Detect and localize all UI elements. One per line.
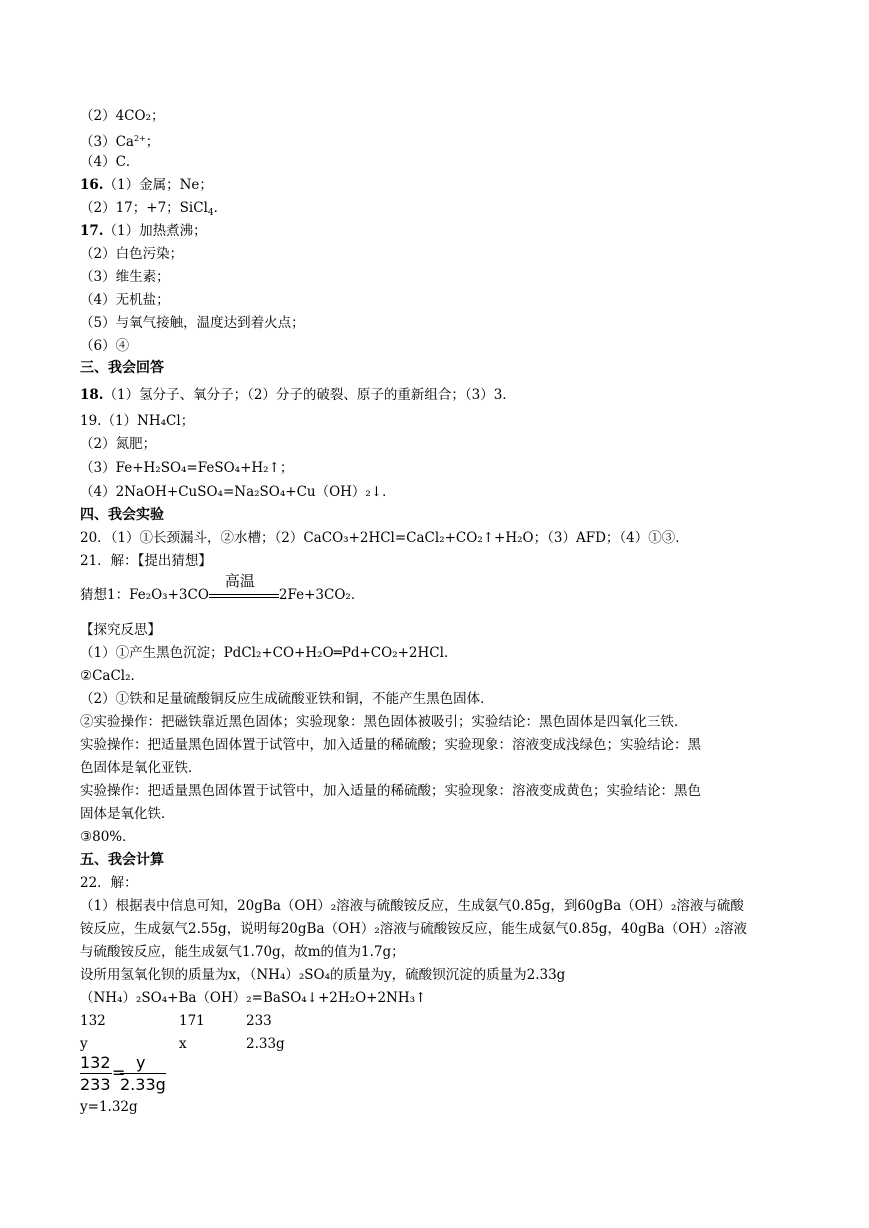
fraction-right: y 2.33g: [120, 1053, 166, 1094]
answer-line: （3）Fe+H₂SO₄=FeSO₄+H₂↑；: [80, 460, 294, 476]
answer-line: （2）17；+7；SiCl$_4$．: [80, 200, 228, 218]
fraction-left: 132 233: [80, 1053, 111, 1094]
reaction-condition: 高温: [209, 586, 279, 604]
question-18: 18.（1）氢分子、氧分子；（2）分子的破裂、原子的重新组合；（3）3．: [80, 387, 516, 403]
answer-line: （2）氮肥；: [80, 436, 157, 452]
answer-line: ③80%．: [80, 829, 136, 845]
answer-line: 铵反应，生成氨气2.55g，说明每20gBa（OH）₂溶液与硫酸铵反应，能生成氨气0.85g，40gBa（OH）₂溶液: [80, 921, 747, 937]
equation-line: （NH₄）₂SO₄+Ba（OH）₂=BaSO₄↓+2H₂O+2NH₃↑: [80, 990, 427, 1006]
question-16: 16.（1）金属；Ne；: [80, 177, 213, 193]
answer-line: （4）无机盐；: [80, 292, 170, 308]
question-21: 21．解：【提出猜想】: [80, 553, 212, 569]
equals-sign: =: [112, 1063, 126, 1082]
answer-line: ②实验操作：把磁铁靠近黑色固体；实验现象：黑色固体被吸引；实验结论：黑色固体是四氧化三铁．: [80, 714, 688, 730]
answer-line: （1）根据表中信息可知，20gBa（OH）₂溶液与硫酸铵反应，生成氨气0.85g，到60gBa（OH）₂溶液与硫酸: [80, 898, 744, 914]
question-22: 22．解：: [80, 875, 138, 891]
answer-line: （6）④: [80, 338, 130, 354]
question-20: 20．（1）①长颈漏斗，②水槽；（2）CaCO₃+2HCl=CaCl₂+CO₂↑+H₂O；（3）AFD；（4）①③．: [80, 530, 689, 546]
answer-line: （4）2NaOH+CuSO₄=Na₂SO₄+Cu（OH）₂↓．: [80, 484, 396, 500]
equation-line: 猜想1：Fe₂O₃+3CO 高温 2Fe+3CO₂．: [80, 572, 365, 603]
answer-line: （3）维生素；: [80, 269, 170, 285]
answer-line: ②CaCl₂．: [80, 668, 145, 684]
answer-line: 与硫酸铵反应，能生成氨气1.70g，故m的值为1.7g；: [80, 944, 405, 960]
answer-line: （2）白色污染；: [80, 246, 184, 262]
answer-line: （4）C．: [80, 154, 140, 170]
answer-line: 实验操作：把适量黑色固体置于试管中，加入适量的稀硫酸；实验现象：溶液变成黄色；实验结论：黑色: [80, 783, 701, 799]
question-17: 17.（1）加热煮沸；: [80, 223, 207, 239]
section-heading-3: 三、我会回答: [80, 360, 164, 376]
answer-line: （1）①产生黑色沉淀；PdCl₂+CO+H₂O═Pd+CO₂+2HCl．: [80, 645, 458, 661]
section-heading-5: 五、我会计算: [80, 852, 164, 868]
answer-line: $(3)Ca^{2+}$；: [80, 134, 160, 150]
answer-line: 【探究反思】: [80, 622, 161, 638]
answer-line: （2）①铁和足量硫酸铜反应生成硫酸亚铁和铜，不能产生黑色固体．: [80, 691, 494, 707]
answer-line: （2）4CO₂；: [80, 108, 165, 124]
answer-line: 色固体是氧化亚铁．: [80, 760, 202, 776]
answer-line: 设所用氢氧化钡的质量为x，（NH₄）₂SO₄的质量为y，硫酸钡沉淀的质量为2.33g: [80, 967, 566, 983]
section-heading-4: 四、我会实验: [80, 507, 164, 523]
answer-line: 实验操作：把适量黑色固体置于试管中，加入适量的稀硫酸；实验现象：溶液变成浅绿色；实验结论：黑: [80, 737, 701, 753]
answer-line: 固体是氧化铁．: [80, 806, 175, 822]
answer-page: （2）4CO₂； $(3)Ca^{2+}$； （4）C． 16.（1）金属；Ne； （2）17；+7；SiCl$_4$． 17.（1）加热煮沸； （2）白色污染； （3）维生素； （4）无机盐； （5）与氧气接触，温度达到着火点； （6）④ 三、我会回答 18.（1）氢分子、氧分子；（2）分子的破裂、原子的重新组合；（3）3． 19.（1）NH₄Cl； （2）氮肥； （3）Fe+H₂SO₄=FeSO₄+H₂↑； （4）2NaOH+CuSO₄=Na₂SO₄+Cu（OH）₂↓． 四、我会实验 20．（1）①长颈漏斗，②水槽；（2）CaCO₃+2HCl=CaCl₂+CO₂↑+H₂O；（3）AFD；（4）①③． 21．解：【提出猜想】 猜想1：Fe₂O₃+3CO 高温 2Fe+3CO₂． 【探究反思】 （1）①产生黑色沉淀；PdCl₂+CO+H₂O═Pd+CO₂+2HCl． ②CaCl₂． （2）①铁和足量硫酸铜反应生成硫酸亚铁和铜，不能产生黑色固体． ②实验操作：把磁铁靠近黑色固体；实验现象：黑色固体被吸引；实验结论：黑色固体是四氧化三铁． 实验操作：把适量黑色固体置于试管中，加入适量的稀硫酸；实验现象：溶液变成浅绿色；实验结论：黑 色固体是氧化亚铁． 实验操作：把适量黑色固体置于试管中，加入适量的稀硫酸；实验现象：溶液变成黄色；实验结论：黑色 固体是氧化铁． ③80%． 五、我会计算 22．解： （1）根据表中信息可知，20gBa（OH）₂溶液与硫酸铵反应，生成氨气0.85g，到60gBa（OH）₂溶液与硫酸 铵反应，生成氨气2.55g，说明每20gBa（OH）₂溶液与硫酸铵反应，能生成氨气0.85g，40gBa（OH）₂溶液 与硫酸铵反应，能生成氨气1.70g，故m的值为1.7g； 设所用氢氧化钡的质量为x，（NH₄）₂SO₄的质量为y，硫酸钡沉淀的质量为2.33g （NH₄）₂SO₄+Ba（OH）₂=BaSO₄↓+2H₂O+2NH₃↑ 132 171 233 y x 2.33g 132 233 = y 2.33g y=1.32g: [80, 108, 747, 1115]
result-line: y=1.32g: [80, 1099, 138, 1115]
answer-line: （5）与氧气接触，温度达到着火点；: [80, 315, 305, 331]
answer-line: 19.（1）NH₄Cl；: [80, 413, 195, 429]
